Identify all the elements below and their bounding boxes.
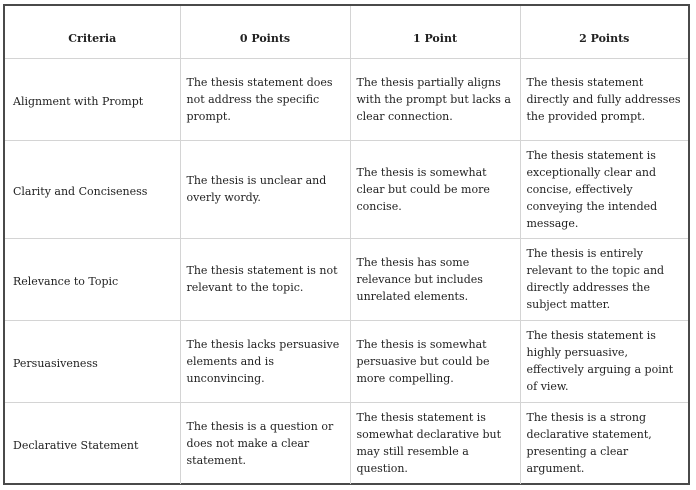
header-0-points: 0 Points <box>180 6 350 58</box>
two-points-cell: The thesis statement is exceptionally clear and concise, effectively conveying the intended message. <box>520 140 688 238</box>
rubric-table <box>5 6 688 484</box>
one-point-cell: The thesis is somewhat persuasive but could be more compelling. <box>350 320 520 402</box>
criterion-cell: Relevance to Topic <box>5 238 180 320</box>
table-row <box>5 402 688 484</box>
one-point-cell: The thesis is somewhat clear but could be more concise. <box>350 140 520 238</box>
table-row <box>5 140 688 238</box>
zero-points-cell: The thesis lacks persuasive elements and is unconvincing. <box>180 320 350 402</box>
zero-points-cell: The thesis is a question or does not make a clear statement. <box>180 402 350 484</box>
header-2-points: 2 Points <box>520 6 688 58</box>
two-points-cell: The thesis statement directly and fully addresses the provided prompt. <box>520 58 688 140</box>
criterion-cell: Declarative Statement <box>5 402 180 484</box>
two-points-cell: The thesis statement is highly persuasive, effectively arguing a point of view. <box>520 320 688 402</box>
one-point-cell: The thesis partially aligns with the prompt but lacks a clear connection. <box>350 58 520 140</box>
table-row <box>5 58 688 140</box>
criterion-cell: Persuasiveness <box>5 320 180 402</box>
zero-points-cell: The thesis statement is not relevant to the topic. <box>180 238 350 320</box>
header-criteria: Criteria <box>5 6 180 58</box>
table-row <box>5 320 688 402</box>
criterion-cell: Clarity and Conciseness <box>5 140 180 238</box>
two-points-cell: The thesis is a strong declarative statement, presenting a clear argument. <box>520 402 688 484</box>
rubric-table-frame <box>3 4 690 485</box>
zero-points-cell: The thesis statement does not address the specific prompt. <box>180 58 350 140</box>
table-row <box>5 238 688 320</box>
header-1-point: 1 Point <box>350 6 520 58</box>
one-point-cell: The thesis has some relevance but includes unrelated elements. <box>350 238 520 320</box>
header-row <box>5 6 688 58</box>
zero-points-cell: The thesis is unclear and overly wordy. <box>180 140 350 238</box>
one-point-cell: The thesis statement is somewhat declarative but may still resemble a question. <box>350 402 520 484</box>
two-points-cell: The thesis is entirely relevant to the topic and directly addresses the subject matter. <box>520 238 688 320</box>
criterion-cell: Alignment with Prompt <box>5 58 180 140</box>
